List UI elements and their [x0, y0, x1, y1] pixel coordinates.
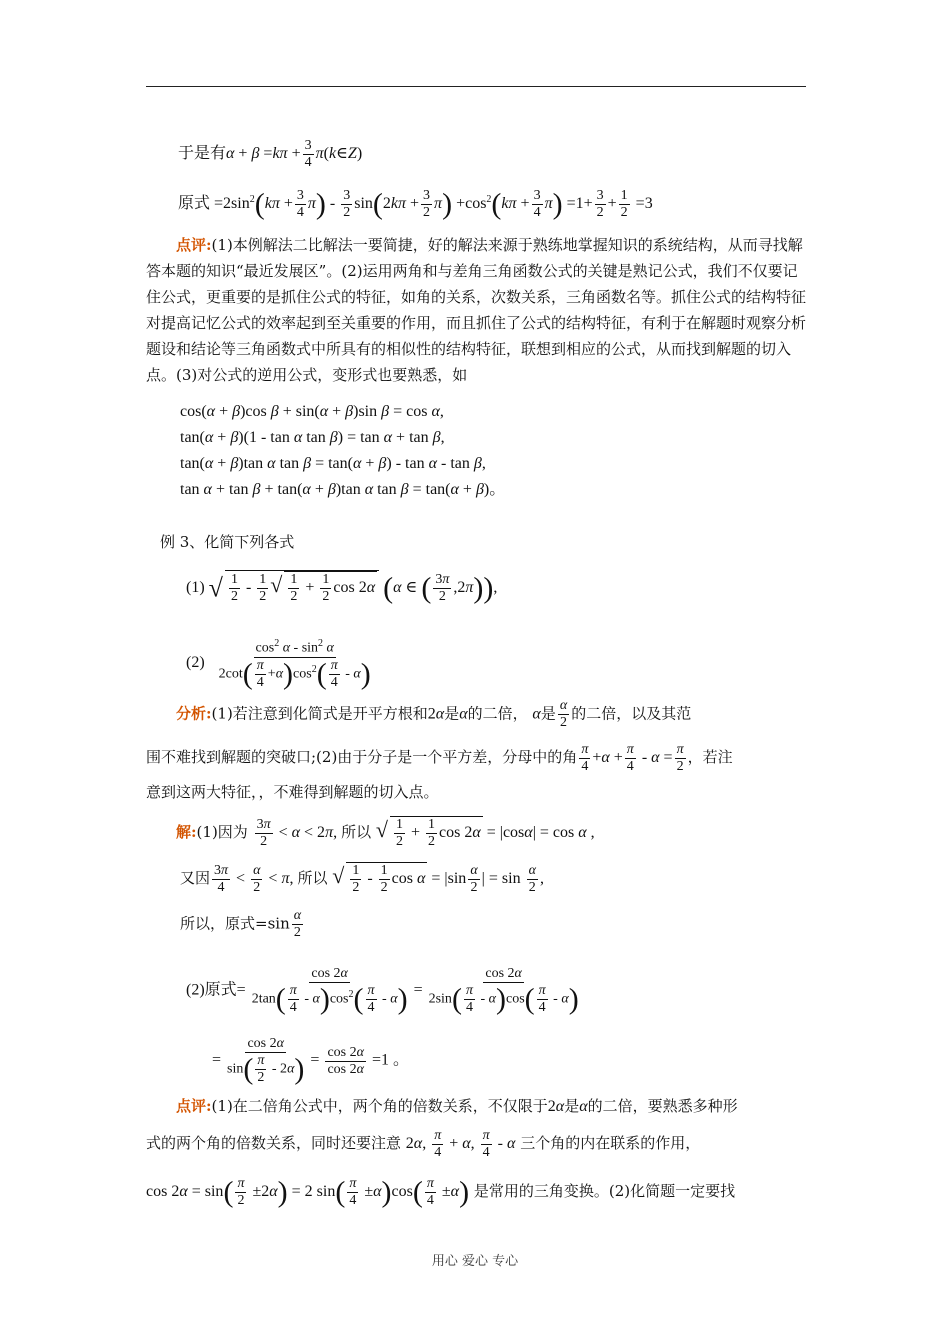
- line1-prefix: 于是有: [178, 145, 227, 163]
- formula-3: tan(α + β)tan α tan β = tan(α + β) - tan α - tan β,: [180, 455, 486, 472]
- comment2-p2: 是: [564, 1097, 580, 1115]
- analysis-line2: 围不难找到解题的突破口;(2)由于分子是一个平方差，分母中的角 $\frac{\pi}{4}$ +α + $\frac{\pi}{4}$ - α = $\frac{\pi}{2}$ ，若注: [146, 742, 733, 774]
- line-alpha-beta: 于是有α + β =kπ + $\frac{3}{4}$ π(k∈Z): [178, 138, 363, 170]
- analysis-p6: 围不难找到解题的突破口;(2)由于分子是一个平方差，分母中的角: [146, 748, 578, 767]
- solution-line1: 解:(1)因为 $\frac{3\pi}{2}$ < α < 2π, 所以 √ $\frac{1}{2}$ + $\frac{1}{2}$ cos 2α = |cosα| = cos α ,: [176, 817, 595, 849]
- comment2-p4: 式的两个角的倍数关系，同时还要注意: [146, 1134, 402, 1153]
- line-original-expression: 原式 $=2\sin^2(k\pi$ + $\frac{3}{4}$ π) - $\frac{3}{2}$ sin(2kπ + $\frac{3}{2}$ $\pi) +\cos^2(k\pi$ + $\frac{3}{4}$ π) =1+ $\frac{3}{2}$ + $\frac{1}{2}$ =3: [178, 187, 653, 221]
- solution-label: 解:: [176, 823, 197, 842]
- analysis-p4: 是: [540, 704, 556, 723]
- sol4-label: (2)原式=: [186, 981, 246, 999]
- comment2-line2: 式的两个角的倍数关系，同时还要注意 2α, $\frac{\pi}{4}$ + α, $\frac{\pi}{4}$ - α 三个角的内在联系的作用，: [146, 1128, 701, 1160]
- formula-2: tan(α + β)(1 - tan α tan β) = tan α + tan β,: [180, 429, 445, 446]
- analysis-p7: ，若注: [687, 748, 733, 767]
- analysis-line3: 意到这两大特征，，不难得到解题的切入点。: [146, 783, 439, 801]
- comment2-line1: 点评:(1)在二倍角公式中，两个角的倍数关系，不仅限于2α是α的二倍，要熟悉多种形: [176, 1097, 738, 1115]
- solution-part2: (2)原式= cos 2α 2tan( $\frac{\pi}{4}$ - $\alpha)\cos^2$( $\frac{\pi}{4}$ - α) = cos 2α 2sin( $\frac{\pi}{4}$ - α)cos( $\frac{\pi}{4}$ - α): [186, 966, 579, 1016]
- comment1-text: (1)本例解法二比解法一要简捷，好的解法来源于熟练地掌握知识的系统结构，从而寻找解答本题的知识“最近发展区”。(2)运用两角和与差角三角函数公式的关键是熟记公式，我们不仅要记住公式，更重要的是抓住公式的特征，如角的关系，次数关系，三角函数名等。抓住公式的结构特征对提高记忆公式的效率起到至关重要的作用，而且抓住了公式的结构特征，有利于在解题时观察分析题设和结论等三角函数式中所具有的相似性的结构特征，联想到相应的公式，从而找到解题的切入点。(3)对公式的逆用公式，变形式也要熟悉，如: [146, 236, 807, 384]
- example3-title: 例 3、化简下列各式: [160, 533, 295, 551]
- line2-prefix: 原式: [178, 195, 211, 213]
- analysis-label: 分析:: [176, 704, 212, 723]
- comment1-label: 点评:: [176, 236, 212, 254]
- analysis-p1: (1)若注意到化简式是开平方根和: [211, 704, 428, 723]
- sol1-a: (1)因为: [196, 823, 248, 842]
- formula-1: cos(α + β)cos β + sin(α + β)sin β = cos α,: [180, 403, 444, 420]
- analysis-p5: 的二倍，以及其范: [571, 704, 692, 723]
- sol1-b: 所以: [341, 823, 372, 842]
- comment2-p6: 是常用的三角变换。(2)化简题一定要找: [473, 1182, 736, 1201]
- comment2-p3: 的二倍，要熟悉多种形: [587, 1097, 738, 1115]
- part2-label: (2): [186, 654, 205, 671]
- solution-line3: 所以，原式=sin $\frac{\alpha}{2}$: [180, 908, 302, 940]
- sol2-b: 所以: [297, 869, 328, 888]
- sol2-a: 又因: [180, 869, 211, 888]
- comment2-line3: cos 2α = sin( $\frac{\pi}{2}$ ±2α) = 2 sin( $\frac{\pi}{4}$ ±α)cos( $\frac{\pi}{4}$ ±α) 是常用的三角变换。(2)化简题一定要找: [146, 1175, 736, 1209]
- analysis-p2: 是: [444, 704, 460, 723]
- analysis-line1: 分析:(1)若注意到化简式是开平方根和2α是α的二倍， α是 $\frac{\alpha}{2}$ 的二倍，以及其范: [176, 698, 692, 730]
- header-rule: [146, 86, 806, 87]
- comment2-p1: (1)在二倍角公式中，两个角的倍数关系，不仅限于: [211, 1097, 548, 1115]
- comment2-label: 点评:: [176, 1097, 212, 1115]
- comment2-p5: 三个角的内在联系的作用，: [520, 1134, 701, 1153]
- solution-part2-cont: = cos 2α sin( $\frac{\pi}{2}$ - 2α) = $\frac{\cos 2\alpha}{\cos 2\alpha}$ =1 。: [212, 1036, 410, 1086]
- part1-label: (1): [186, 579, 205, 597]
- comment1: [146, 232, 806, 388]
- sol3: 所以，原式=sin: [180, 914, 290, 933]
- analysis-p3: 的二倍，: [467, 704, 528, 723]
- example3-part2: (2) $\cos^2 \alpha - \sin^2 \alpha$ 2cot( $\frac{\pi}{4}$ $+\alpha)\cos^2$( $\frac{\pi}{4}$ - α): [186, 638, 371, 691]
- example3-part1: (1) √ $\frac{1}{2}$ - $\frac{1}{2}$ √ $\frac{1}{2}$ + $\frac{1}{2}$ cos 2α (α ∈ ( $\frac{3\pi}{2}$ ,2π)),: [186, 571, 498, 605]
- formula-4: tan α + tan β + tan(α + β)tan α tan β = tan(α + β)。: [180, 481, 506, 498]
- page-footer: 用心 爱心 专心: [431, 1254, 519, 1269]
- solution-line2: 又因 $\frac{3\pi}{4}$ < $\frac{\alpha}{2}$ < π, 所以 √ $\frac{1}{2}$ - $\frac{1}{2}$ cos α = |sin $\frac{\alpha}{2}$ | = sin $\frac{\alpha}{2}$ ,: [180, 863, 544, 895]
